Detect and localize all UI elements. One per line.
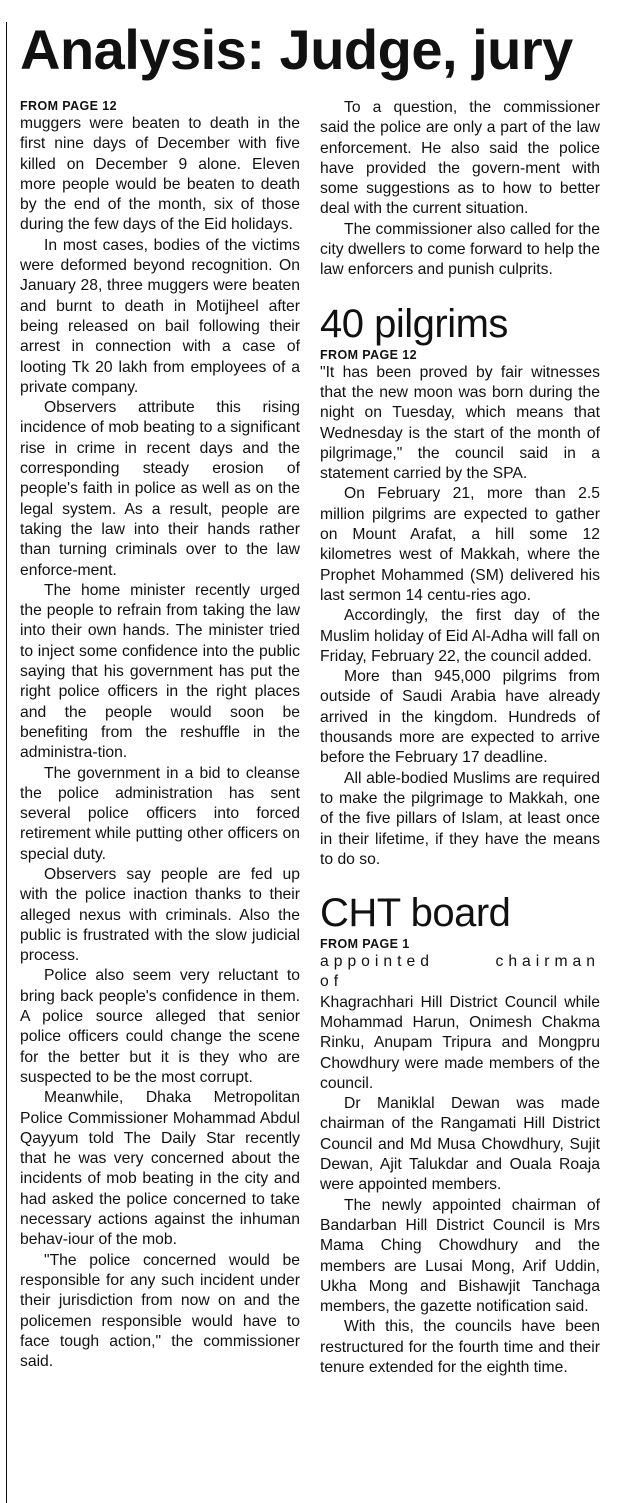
- article-paragraph: Khagrachhari Hill District Council while Mohammad Harun, Onimesh Chakma Rinku, Anupam Tripura and Mongpru Chowdhury were made members of the council.: [320, 993, 600, 1092]
- pilgrims-section: [320, 301, 600, 870]
- article-paragraph: "The police concerned would be responsible for any such incident under their jurisdiction from now on and the policemen responsible would have to face tough action," the commissioner said.: [20, 1251, 300, 1371]
- article-paragraph: Police also seem very reluctant to bring back people's confidence in them. A police source alleged that senior police officers could change the scene for the better but it is they who are suspected to be the most corrupt.: [20, 967, 300, 1086]
- article-paragraph: Observers say people are fed up with the police inaction thanks to their alleged nexus with criminals. Also the public is frustrated with the slow judicial process.: [20, 865, 300, 965]
- article-paragraph: The home minister recently urged the people to refrain from taking the law into their own hands. The minister tried to inject some confidence into the public saying that his government has put the right police officers in the right places and the people would soon be benefiting from the reshuffle in the administra-tion.: [20, 581, 300, 762]
- article-paragraph: All able-bodied Muslims are required to make the pilgrimage to Makkah, one of the five pillars of Islam, at least once in their lifetime, if they have the means to do so.: [320, 769, 600, 868]
- headline: Analysis: Judge, jury: [20, 18, 573, 81]
- article-paragraph: Accordingly, the first day of the Muslim holiday of Eid Al-Adha will fall on Friday, February 22, the council added.: [320, 607, 600, 665]
- column-rule: [6, 22, 7, 1503]
- article-paragraph: "It has been proved by fair witnesses that the new moon was born during the night on Tuesday, which means that Wednesday is the start of the month of pilgrimage," the council said in a statement carried by the SPA.: [320, 363, 600, 483]
- article-paragraph: muggers were beaten to death in the first nine days of December with five killed on December 9 alone. Eleven more people would be beaten to death by the end of the month, six of those during the few days of the Eid holidays.: [20, 115, 300, 234]
- from-page-label: FROM PAGE 12: [20, 99, 117, 113]
- article-paragraph: The newly appointed chairman of Bandarban Hill District Council is Mrs Mama Ching Chowdhury and the members are Lusai Mong, Arif Uddin, Ukha Mong and Bishawjit Tanchaga members, the gazette notification said.: [320, 1196, 600, 1316]
- article-paragraph: To a question, the commissioner said the police are only a part of the law enforcement. He also said the police have provided the govern-ment with some suggestions as to how to better deal with the current situation.: [320, 99, 600, 218]
- section-title: 40 pilgrims: [320, 301, 508, 346]
- article-paragraph: With this, the councils have been restructured for the fourth time and their tenure extended for the eighth time.: [320, 1318, 600, 1377]
- section-title: CHT board: [320, 891, 511, 936]
- cht-section: [320, 890, 600, 1378]
- article-paragraph: More than 945,000 pilgrims from outside of Saudi Arabia have already arrived in the kingdom. Hundreds of thousands more are expected to arrive before the February 17 deadline.: [320, 668, 600, 767]
- article-paragraph: Meanwhile, Dhaka Metropolitan Police Commissioner Mohammad Abdul Qayyum told The Daily Star recently that he was very concerned about the incidents of mob beating in the city and had asked the police concerned to take necessary actions against the inhuman behav-iour of the mob.: [20, 1089, 300, 1249]
- article-first-line: appointed chairman of: [320, 953, 600, 991]
- right-column: [320, 98, 600, 1378]
- article-paragraph: In most cases, bodies of the victims were deformed beyond recognition. On January 28, three muggers were beaten and burnt to death in Motijheel after being released on bail following their arrest in connection with a case of looting Tk 20 lakh from employees of a private company.: [20, 236, 300, 396]
- article-paragraph: Dr Maniklal Dewan was made chairman of the Rangamati Hill District Council and Md Musa Chowdhury, Sujit Dewan, Ajit Talukdar and Ouala Roaja were appointed members.: [320, 1095, 600, 1194]
- from-page-label: FROM PAGE 12: [320, 347, 417, 362]
- article-paragraph: Observers attribute this rising incidence of mob beating to a significant rise in crime in recent days and the corresponding steady erosion of people's faith in police as well as on the legal system. As a result, people are taking the law into their hands rather than turning criminals over to the law enforce-ment.: [20, 399, 300, 579]
- article-paragraph: The commissioner also called for the city dwellers to come forward to help the law enforcers and punish culprits.: [320, 220, 600, 279]
- article-paragraph: On February 21, more than 2.5 million pilgrims are expected to gather on Mount Arafat, a hill some 12 kilometres west of Makkah, where the Prophet Mohammed (SM) delivered his last sermon 14 centu-ries ago.: [320, 485, 600, 604]
- from-page-label: FROM PAGE 1: [320, 937, 410, 952]
- article-paragraph: The government in a bid to cleanse the police administration has sent several police officers into forced retirement while putting other officers on special duty.: [20, 764, 300, 863]
- left-column: [20, 98, 300, 1372]
